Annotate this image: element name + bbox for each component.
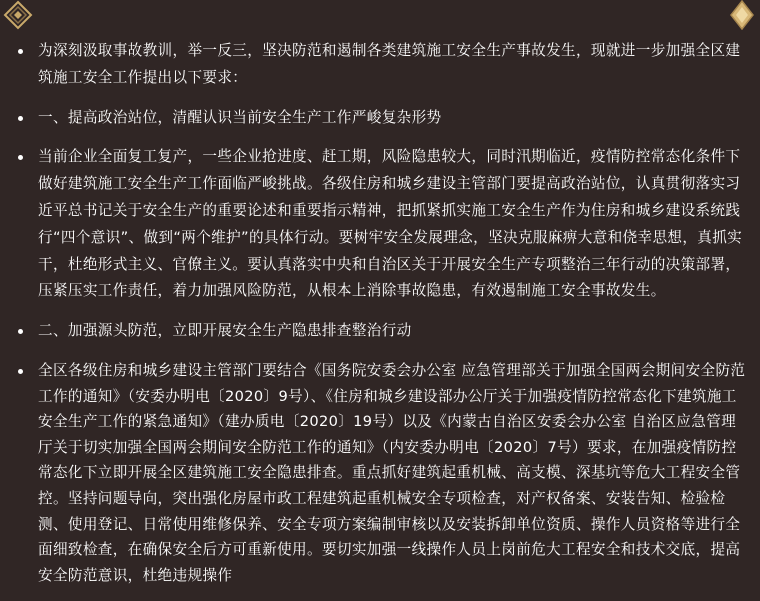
diamond-ornament-icon	[3, 0, 33, 30]
section-two-paragraph: 全区各级住房和城乡建设主管部门要结合《国务院安委会办公室 应急管理部关于加强全国两会期间安全防范工作的通知》（安委办明电〔2020〕9号）、《住房和城乡建设部办公厅关于加强疫情防控常态化下建筑施工安全生产工作的紧急通知》（建办质电〔2020〕19号）以及《内蒙古自治区安委会办公室 自治区应急管理厅关于切实加强全国两会期间安全防范工作的通知》（内安委办明电〔2020〕7号）要求，在加强疫情防控常态化下立即开展全区建筑施工安全隐患排查。重点抓好建筑起重机械、高支模、深基坑等危大工程安全管控。坚持问题导向，突出强化房屋市政工程建筑起重机械安全专项检查，对产权备案、安装告知、检验检测、使用登记、日常使用维修保养、安全专项方案编制审核以及安装拆卸单位资质、操作人员资格等进行全面细致检查，在确保安全后方可重新使用。要切实加强一线操作人员上岗前危大工程安全和技术交底，提高安全防范意识，杜绝违规操作	[14, 358, 746, 588]
section-heading-two: 二、加强源头防范，立即开展安全生产隐患排查整治行动	[14, 318, 746, 345]
diamond-ornament-icon	[727, 0, 757, 30]
bullet-list	[14, 38, 746, 601]
intro-paragraph: 为深刻汲取事故教训，举一反三，坚决防范和遏制各类建筑施工安全生产事故发生，现就进一步加强全区建筑施工安全工作提出以下要求：	[14, 38, 746, 92]
section-heading-one: 一、提高政治站位，清醒认识当前安全生产工作严峻复杂形势	[14, 105, 746, 132]
section-one-paragraph: 当前企业全面复工复产，一些企业抢进度、赶工期，风险隐患较大，同时汛期临近，疫情防控常态化条件下做好建筑施工安全生产工作面临严峻挑战。各级住房和城乡建设主管部门要提高政治站位，认真贯彻落实习近平总书记关于安全生产的重要论述和重要指示精神，把抓紧抓实施工安全生产作为住房和城乡建设系统践行“四个意识”、做到“两个维护”的具体行动。要树牢安全发展理念，坚决克服麻痹大意和侥幸思想，真抓实干，杜绝形式主义、官僚主义。要认真落实中央和自治区关于开展安全生产专项整治三年行动的决策部署，压紧压实工作责任，着力加强风险防范，从根本上消除事故隐患，有效遏制施工安全事故发生。	[14, 144, 746, 305]
